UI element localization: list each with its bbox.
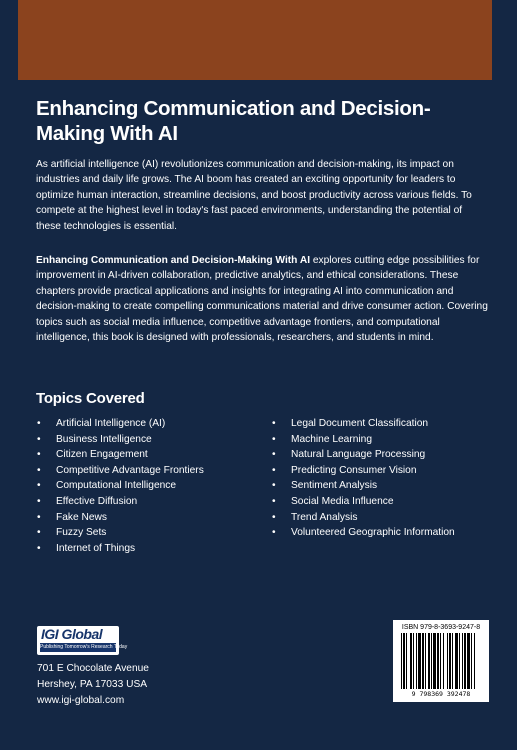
topic-item: • Predicting Consumer Vision	[272, 463, 455, 479]
topic-item: • Natural Language Processing	[272, 447, 455, 463]
publisher-logo-name: IGI Global	[41, 626, 103, 642]
topic-item: • Citizen Engagement	[37, 447, 204, 463]
isbn-barcode	[393, 620, 489, 702]
topic-item: • Effective Diffusion	[37, 494, 204, 510]
book-title: Enhancing Communication and Decision-Making With AI	[36, 97, 431, 145]
topic-item: • Internet of Things	[37, 541, 204, 557]
topic-item: • Legal Document Classification	[272, 416, 455, 432]
address-street: 701 E Chocolate Avenue	[37, 663, 149, 674]
description-paragraph-2-text: explores cutting edge possibilities for improvement in AI-driven collaboration, predictive analytics, and ethical considerations. These chapters provide practical applications and insights for integrating AI into communication and decision-making to create compelling communications material and drive consumer action. Covering topics such as social media influence, competitive advantage frontiers, and computational intelligence, this book is designed with professionals, researchers, and students in mind.	[36, 255, 488, 344]
address-city: Hershey, PA 17033 USA	[37, 679, 148, 690]
topic-item: • Computational Intelligence	[37, 478, 204, 494]
topic-item: • Artificial Intelligence (AI)	[37, 416, 204, 432]
topics-heading: Topics Covered	[36, 390, 145, 407]
topic-item: • Sentiment Analysis	[272, 478, 455, 494]
barcode-graphic	[400, 633, 482, 689]
publisher-website: www.igi-global.com	[37, 695, 125, 706]
publisher-address	[37, 661, 149, 709]
header-color-band	[18, 0, 492, 80]
description-paragraph-1: As artificial intelligence (AI) revolutionizes communication and decision-making, its impact on industries and daily life grows. The AI boom has created an exciting opportunity for leaders to optimize human interaction, streamline decisions, and boost productivity across various fields. To compete at the highest level in today's fast paced environments, understanding the potential of these technologies is essential.	[36, 159, 472, 232]
topic-item: • Business Intelligence	[37, 432, 204, 448]
topic-item: • Fake News	[37, 510, 204, 526]
publisher-logo	[37, 626, 128, 655]
topic-item: • Competitive Advantage Frontiers	[37, 463, 204, 479]
publisher-logo-tagline: Publishing Tomorrow's Research Today	[40, 644, 128, 650]
description-book-title-bold: Enhancing Communication and Decision-Making With AI	[36, 255, 311, 266]
topic-item: • Fuzzy Sets	[37, 525, 204, 541]
topic-item: • Volunteered Geographic Information	[272, 525, 455, 541]
description-paragraph-2	[36, 253, 488, 345]
isbn-label: ISBN 979-8-3693-9247-8	[401, 624, 481, 631]
topic-item: • Trend Analysis	[272, 510, 455, 526]
topic-item: • Machine Learning	[272, 432, 455, 448]
topics-list-left	[37, 416, 204, 556]
barcode-digits: 9 798369 392478	[411, 690, 471, 698]
topics-list-right	[272, 416, 455, 541]
topic-item: • Social Media Influence	[272, 494, 455, 510]
